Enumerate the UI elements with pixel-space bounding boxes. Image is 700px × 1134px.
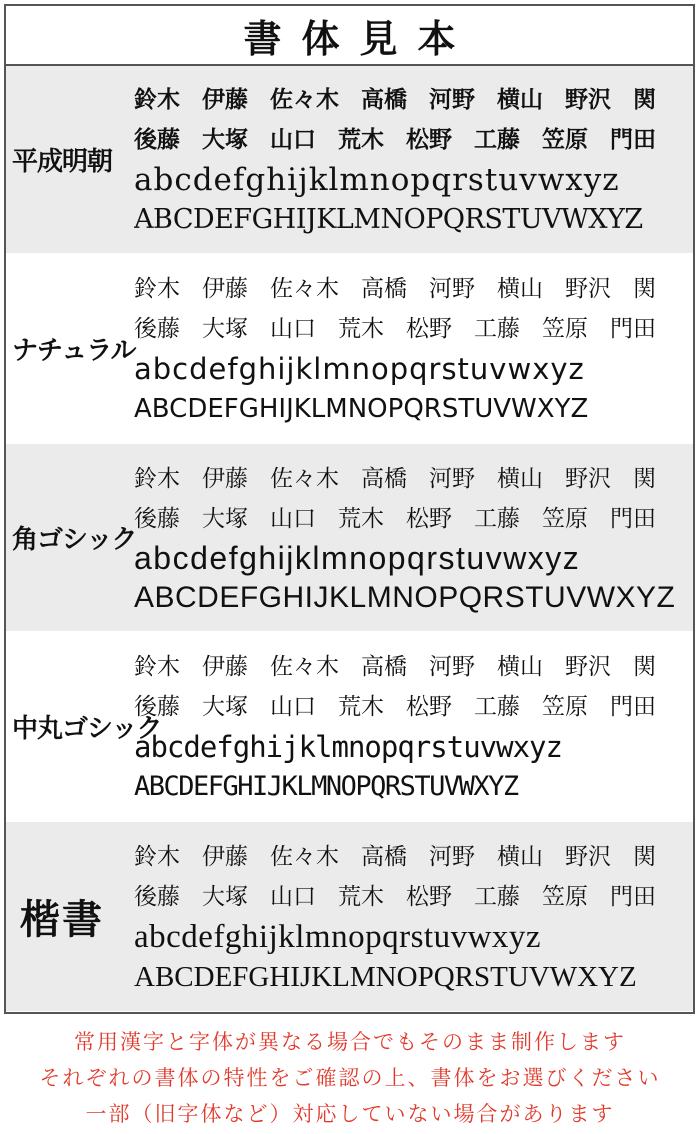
kanji-name: 佐々木 xyxy=(270,464,339,491)
kanji-name: 工藤 xyxy=(474,693,520,720)
kanji-name: 笠原 xyxy=(542,315,588,342)
kanji-name: 山口 xyxy=(270,125,316,153)
font-label: 平成明朝 xyxy=(12,147,113,177)
font-section-natural xyxy=(6,255,693,444)
kanji-name: 関 xyxy=(633,275,656,302)
kanji-name: 佐々木 xyxy=(270,843,339,870)
kanji-name: 河野 xyxy=(429,843,475,870)
kanji-row-2 xyxy=(134,877,685,917)
font-samples xyxy=(134,837,693,997)
kanji-name: 松野 xyxy=(406,883,452,910)
uppercase-sample: ABCDEFGHIJKLMNOPQRSTUVWXYZ xyxy=(134,203,643,235)
uppercase-sample: ABCDEFGHIJKLMNOPQRSTUVWXYZ xyxy=(134,960,637,993)
kanji-name: 笠原 xyxy=(542,883,588,910)
kanji-name: 佐々木 xyxy=(270,653,339,680)
lowercase-sample: abcdefghijklmnopqrstuvwxyz xyxy=(134,351,585,386)
kanji-name: 松野 xyxy=(406,125,452,153)
kanji-name: 後藤 xyxy=(134,125,180,153)
kanji-name: 伊藤 xyxy=(202,464,248,491)
lowercase-sample: abcdefghijklmnopqrstuvwxyz xyxy=(134,539,581,576)
kanji-name: 野沢 xyxy=(565,843,611,870)
kanji-name: 山口 xyxy=(270,693,316,720)
kanji-name: 荒木 xyxy=(338,883,384,910)
kanji-row-1 xyxy=(134,458,685,498)
kanji-name: 横山 xyxy=(497,464,543,491)
uppercase-sample: ABCDEFGHIJKLMNOPQRSTUVWXYZ xyxy=(134,580,676,614)
kanji-name: 後藤 xyxy=(134,883,180,910)
notes xyxy=(0,1024,700,1132)
kanji-name: 鈴木 xyxy=(134,275,180,302)
kanji-row-1 xyxy=(134,837,685,877)
kanji-name: 横山 xyxy=(497,275,543,302)
font-label: 中丸ゴシック xyxy=(12,714,162,744)
kanji-name: 鈴木 xyxy=(134,653,180,680)
kanji-name: 笠原 xyxy=(542,693,588,720)
font-sample-sheet xyxy=(4,4,695,1014)
font-section-chumaru-gothic xyxy=(6,633,693,822)
kanji-name: 山口 xyxy=(270,504,316,531)
font-samples xyxy=(134,647,693,807)
kanji-name: 松野 xyxy=(406,315,452,342)
kanji-row-2 xyxy=(134,498,685,538)
font-section-heisei-mincho xyxy=(6,66,693,255)
font-samples xyxy=(134,269,693,429)
kanji-name: 河野 xyxy=(429,275,475,302)
note-line: それぞれの書体の特性をご確認の上、書体をお選びください xyxy=(39,1066,661,1090)
kanji-name: 野沢 xyxy=(565,653,611,680)
kanji-name: 門田 xyxy=(610,693,656,720)
kanji-row-1 xyxy=(134,80,685,120)
kanji-row-1 xyxy=(134,647,685,687)
kanji-row-1 xyxy=(134,269,685,309)
note-line: 一部（旧字体など）対応していない場合があります xyxy=(85,1102,615,1126)
kanji-name: 横山 xyxy=(497,843,543,870)
kanji-name: 鈴木 xyxy=(134,843,180,870)
kanji-name: 山口 xyxy=(270,315,316,342)
uppercase-sample: ABCDEFGHIJKLMNOPQRSTUVWXYZ xyxy=(134,770,518,802)
kanji-name: 伊藤 xyxy=(202,85,248,113)
kanji-name: 大塚 xyxy=(202,504,248,531)
font-label: 楷書 xyxy=(20,897,104,943)
kanji-name: 荒木 xyxy=(338,693,384,720)
lowercase-sample: abcdefghijklmnopqrstuvwxyz xyxy=(134,918,542,955)
kanji-name: 関 xyxy=(633,843,656,870)
kanji-name: 大塚 xyxy=(202,125,248,153)
kanji-name: 伊藤 xyxy=(202,275,248,302)
font-samples xyxy=(134,458,693,618)
kanji-name: 伊藤 xyxy=(202,653,248,680)
kanji-name: 工藤 xyxy=(474,883,520,910)
kanji-name: 野沢 xyxy=(565,85,611,113)
kanji-name: 伊藤 xyxy=(202,843,248,870)
kanji-name: 佐々木 xyxy=(270,275,339,302)
font-label: ナチュラル xyxy=(12,336,136,366)
kanji-name: 門田 xyxy=(610,125,656,153)
kanji-name: 関 xyxy=(633,85,656,113)
kanji-name: 大塚 xyxy=(202,883,248,910)
kanji-name: 後藤 xyxy=(134,693,180,720)
kanji-name: 野沢 xyxy=(565,275,611,302)
kanji-name: 高橋 xyxy=(361,464,407,491)
kanji-name: 工藤 xyxy=(474,315,520,342)
page-title: 書体見本 xyxy=(6,6,693,66)
kanji-name: 後藤 xyxy=(134,315,180,342)
kanji-name: 工藤 xyxy=(474,125,520,153)
kanji-name: 横山 xyxy=(497,653,543,680)
kanji-name: 松野 xyxy=(406,693,452,720)
font-section-kaisho xyxy=(6,822,693,1011)
lowercase-sample: abcdefghijklmnopqrstuvwxyz xyxy=(134,161,620,198)
kanji-name: 大塚 xyxy=(202,315,248,342)
kanji-name: 高橋 xyxy=(361,653,407,680)
font-section-kaku-gothic xyxy=(6,444,693,633)
kanji-name: 松野 xyxy=(406,504,452,531)
kanji-name: 笠原 xyxy=(542,125,588,153)
kanji-name: 大塚 xyxy=(202,693,248,720)
note-line: 常用漢字と字体が異なる場合でもそのまま制作します xyxy=(74,1030,626,1054)
kanji-name: 横山 xyxy=(497,85,543,113)
kanji-name: 野沢 xyxy=(565,464,611,491)
kanji-name: 荒木 xyxy=(338,504,384,531)
kanji-name: 河野 xyxy=(429,85,475,113)
kanji-name: 門田 xyxy=(610,315,656,342)
kanji-name: 笠原 xyxy=(542,504,588,531)
kanji-row-2 xyxy=(134,687,685,727)
lowercase-sample: abcdefghijklmnopqrstuvwxyz xyxy=(134,729,562,764)
kanji-name: 工藤 xyxy=(474,504,520,531)
kanji-name: 高橋 xyxy=(361,85,407,113)
kanji-name: 高橋 xyxy=(361,275,407,302)
kanji-name: 関 xyxy=(633,464,656,491)
kanji-name: 河野 xyxy=(429,464,475,491)
uppercase-sample: ABCDEFGHIJKLMNOPQRSTUVWXYZ xyxy=(134,393,589,424)
kanji-name: 鈴木 xyxy=(134,464,180,491)
kanji-row-2 xyxy=(134,309,685,349)
kanji-name: 荒木 xyxy=(338,315,384,342)
kanji-row-2 xyxy=(134,120,685,160)
kanji-name: 後藤 xyxy=(134,504,180,531)
kanji-name: 山口 xyxy=(270,883,316,910)
kanji-name: 門田 xyxy=(610,883,656,910)
font-samples xyxy=(134,80,693,240)
kanji-name: 高橋 xyxy=(361,843,407,870)
kanji-name: 門田 xyxy=(610,504,656,531)
kanji-name: 佐々木 xyxy=(270,85,339,113)
kanji-name: 鈴木 xyxy=(134,85,180,113)
kanji-name: 関 xyxy=(633,653,656,680)
kanji-name: 荒木 xyxy=(338,125,384,153)
font-label: 角ゴシック xyxy=(12,525,137,555)
kanji-name: 河野 xyxy=(429,653,475,680)
